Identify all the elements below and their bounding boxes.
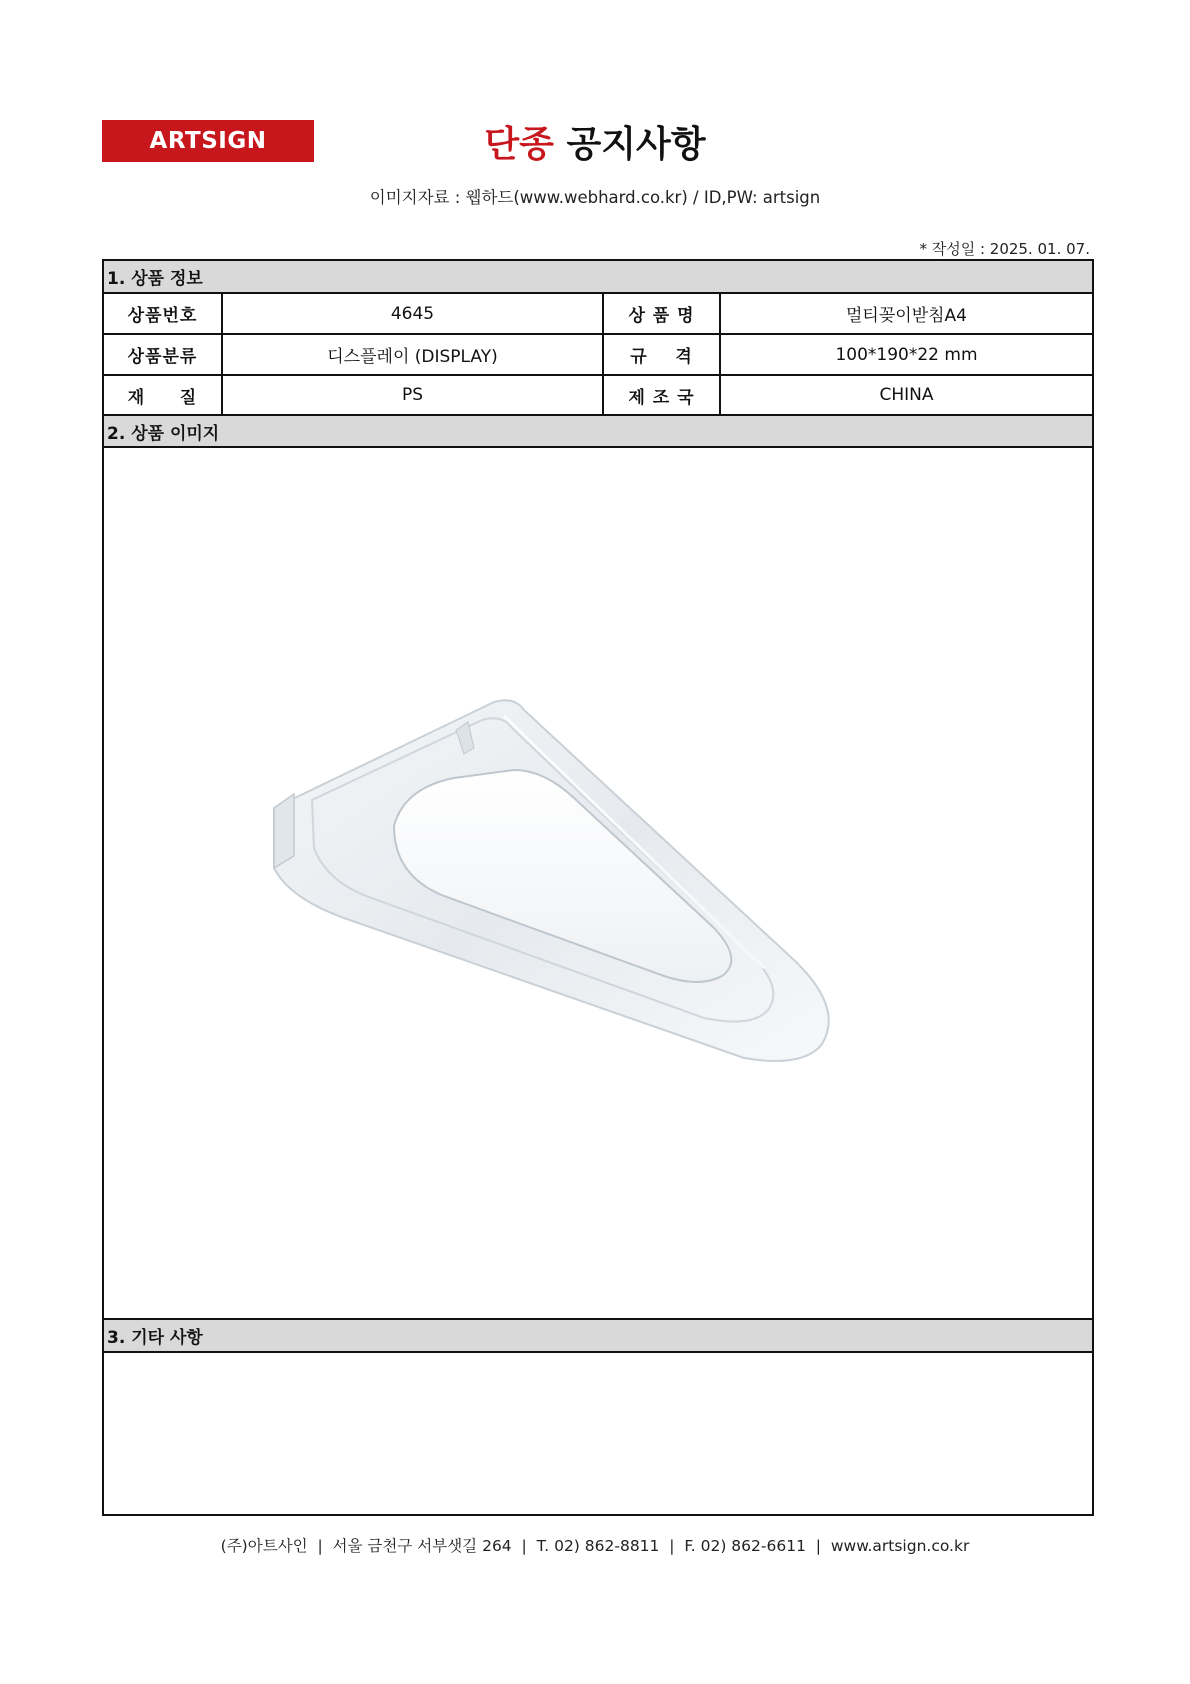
other-notes-area xyxy=(104,1353,1092,1514)
page-title xyxy=(0,116,1190,167)
company-footer: (주)아트사인 | 서울 금천구 서부샛길 264 | T. 02) 862-8811 | F. 02) 862-6611 | www.artsign.co.kr xyxy=(220,1537,970,1555)
value-product-number: 4645 xyxy=(223,294,604,333)
section-header-product-info: 1. 상품 정보 xyxy=(104,261,1092,294)
artsign-logo: ARTSIGN xyxy=(102,120,314,162)
info-row-2 xyxy=(104,335,1092,376)
image-source-note: 이미지자료 : 웹하드(www.webhard.co.kr) / ID,PW: artsign xyxy=(369,188,821,207)
section-header-product-image: 2. 상품 이미지 xyxy=(104,416,1092,448)
label-product-number: 상품번호 xyxy=(104,294,223,333)
label-dimensions: 규 격 xyxy=(604,335,721,374)
value-dimensions: 100*190*22 mm xyxy=(835,344,978,365)
product-image-area xyxy=(104,448,1092,1320)
label-product-name: 상 품 명 xyxy=(604,294,721,333)
notice-form xyxy=(102,259,1094,1516)
value-category: 디스플레이 (DISPLAY) xyxy=(223,335,604,374)
value-country: CHINA xyxy=(879,385,934,405)
label-material: 재 질 xyxy=(104,376,223,414)
label-country: 제 조 국 xyxy=(604,376,721,414)
section-header-other: 3. 기타 사항 xyxy=(104,1320,1092,1353)
product-photo xyxy=(104,448,1092,1318)
title-discontinued: 단종 xyxy=(484,124,554,165)
info-row-1 xyxy=(104,294,1092,335)
written-date: * 작성일 : 2025. 01. 07. xyxy=(919,240,1090,258)
value-product-name: 멀티꽂이받침A4 xyxy=(846,306,967,326)
value-material: PS xyxy=(223,376,604,414)
title-notice: 공지사항 xyxy=(566,124,706,165)
label-category: 상품분류 xyxy=(104,335,223,374)
info-row-3 xyxy=(104,376,1092,416)
